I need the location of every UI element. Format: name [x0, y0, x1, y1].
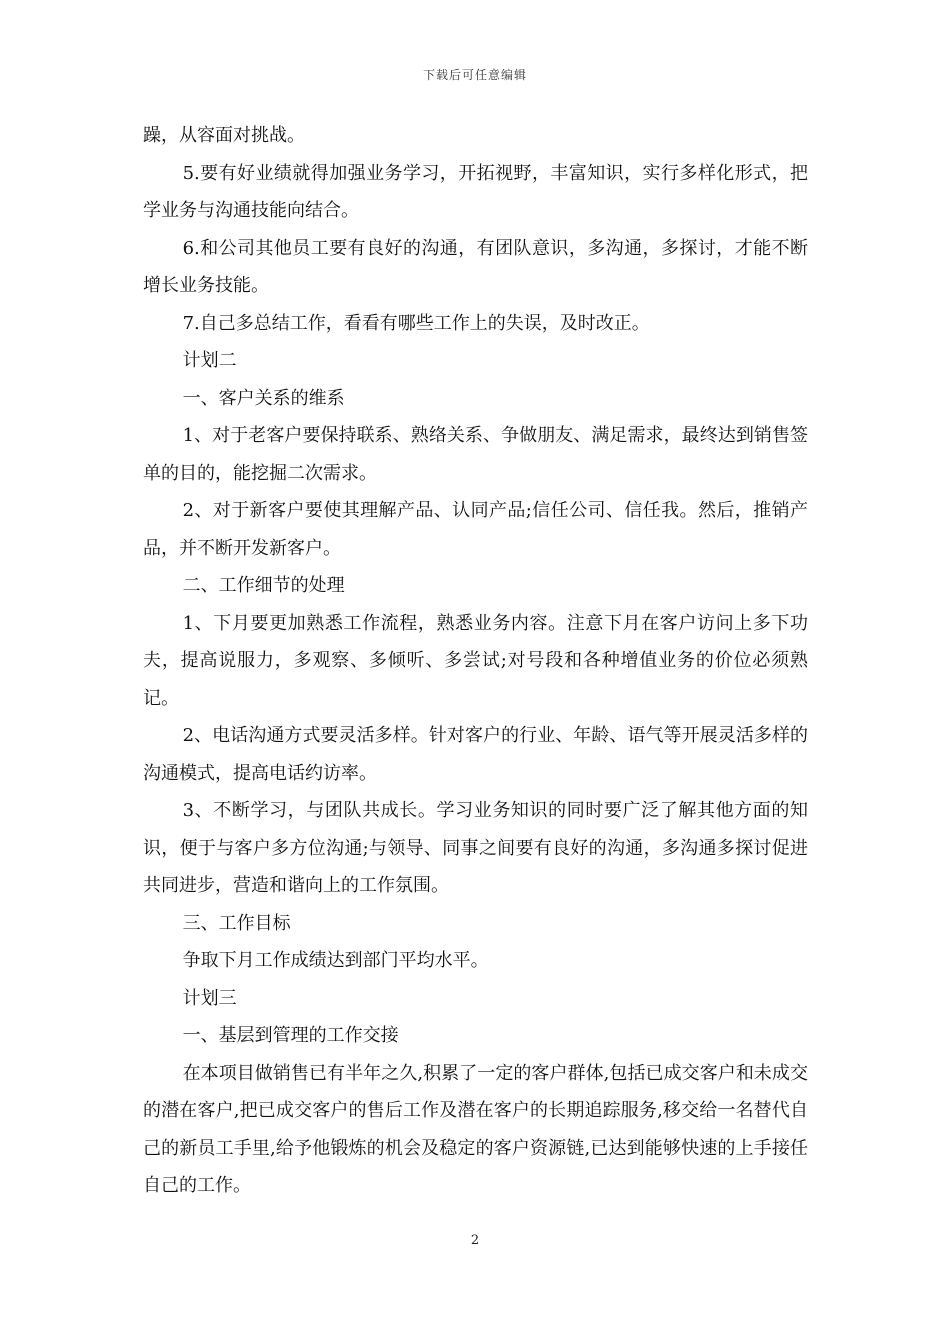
page-header-note: 下载后可任意编辑: [422, 68, 527, 82]
paragraph-item-6: 6.和公司其他员工要有良好的沟通，有团队意识，多沟通，多探讨，才能不断增长业务技能。: [143, 237, 808, 296]
paragraph-phone-communication: 2、电话沟通方式要灵活多样。针对客户的行业、年龄、语气等开展灵活多样的沟通模式，提高电话约访率。: [143, 725, 808, 784]
subheading-work-goals: 三、工作目标: [182, 912, 291, 934]
paragraph-new-customers: 2、对于新客户要使其理解产品、认同产品;信任公司、信任我。然后，推销产品，并不断开发新客户。: [143, 500, 808, 559]
subheading-work-details: 二、工作细节的处理: [182, 575, 345, 596]
subheading-handover: 一、基层到管理的工作交接: [182, 1025, 399, 1046]
paragraph-item-5: 5.要有好业绩就得加强业务学习，开拓视野，丰富知识，实行多样化形式，把学业务与沟通技能向结合。: [143, 162, 808, 221]
paragraph-old-customers: 1、对于老客户要保持联系、熟络关系、争做朋友、满足需求，最终达到销售签单的目的，能挖掘二次需求。: [143, 425, 808, 484]
paragraph-continuous-learning: 3、不断学习，与团队共成长。学习业务知识的同时要广泛了解其他方面的知识，便于与客户多方位沟通;与领导、同事之间要有良好的沟通，多沟通多探讨促进共同进步，营造和谐向上的工作氛围。: [143, 800, 808, 896]
document-body: [143, 117, 808, 1205]
paragraph-continuation: 躁，从容面对挑战。: [143, 125, 305, 146]
section-heading-plan-3: 计划三: [182, 987, 237, 1009]
paragraph-handover: 在本项目做销售已有半年之久,积累了一定的客户群体,包括已成交客户和未成交的潜在客户,把已成交客户的售后工作及潜在客户的长期追踪服务,移交给一名替代自己的新员工手里,给予他锻炼的机会及稳定的客户资源链,已达到能够快速的上手接任自己的工作。: [143, 1062, 808, 1196]
page-number: 2: [470, 1233, 480, 1248]
paragraph-work-process: 1、下月要更加熟悉工作流程，熟悉业务内容。注意下月在客户访问上多下功夫，提高说服力，多观察、多倾听、多尝试;对号段和各种增值业务的价位必须熟记。: [143, 612, 808, 709]
paragraph-goal: 争取下月工作成绩达到部门平均水平。: [182, 950, 489, 971]
subheading-customer-relations: 一、客户关系的维系: [182, 387, 345, 409]
section-heading-plan-2: 计划二: [182, 350, 237, 371]
paragraph-item-7: 7.自己多总结工作，看看有哪些工作上的失误，及时改正。: [182, 312, 650, 334]
